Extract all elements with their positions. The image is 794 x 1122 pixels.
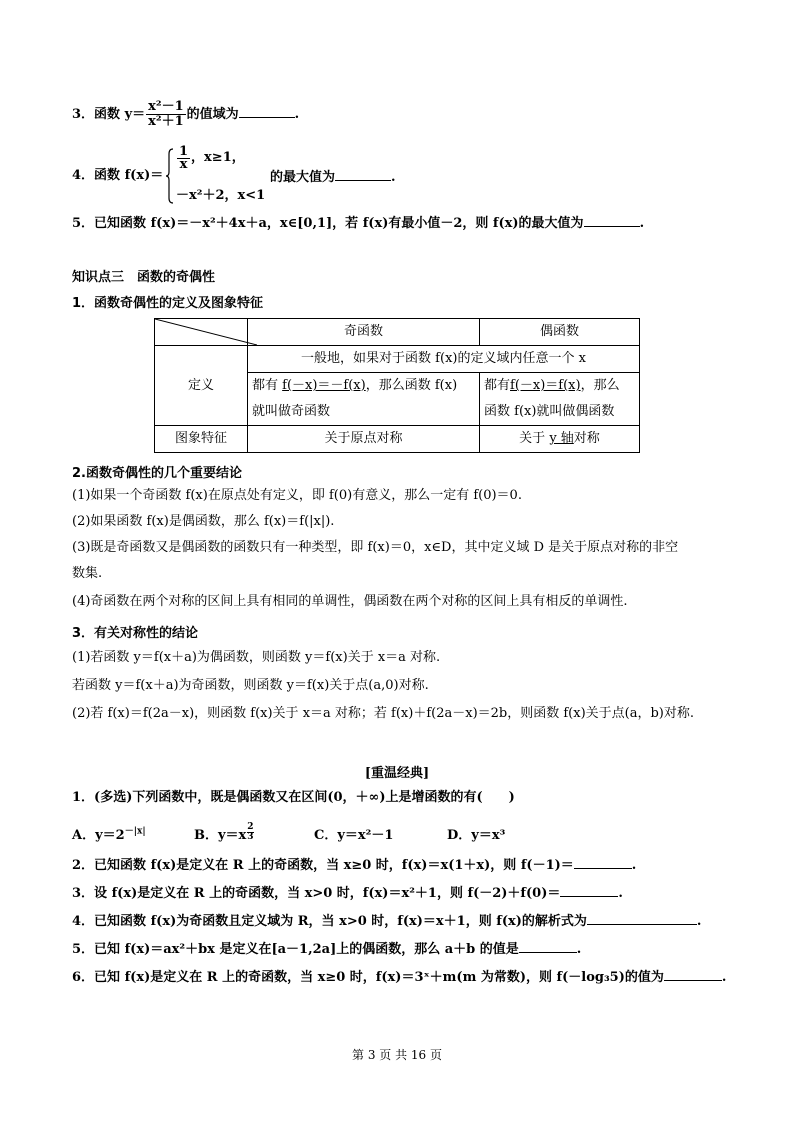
option-d[interactable]: D．y＝x³ [447,828,506,843]
conclusion-1: (1)如果一个奇函数 f(x)在原点处有定义，即 f(0)有意义，那么一定有 f(0)＝0. [72,488,522,503]
conclusion-4: (4)奇函数在两个对称的区间上具有相同的单调性，偶函数在两个对称的区间上具有相反的单调性. [72,594,628,609]
answer-blank[interactable] [560,884,618,897]
fraction-exponent: 2 3 [247,822,254,842]
odd-graph: 关于原点对称 [248,426,480,453]
row-label-graph: 图象特征 [155,426,248,453]
definition-common: 一般地，如果对于函数 f(x)的定义域内任意一个 x [248,346,640,373]
answer-blank[interactable] [335,168,391,181]
section-title: 知识点三 函数的奇偶性 [72,270,216,285]
answer-blank[interactable] [239,105,295,118]
conclusion-3b: 数集. [72,566,103,581]
header-odd: 奇函数 [248,319,480,346]
problem-3-suffix: 的值域为 [186,107,239,122]
review-q1-options [72,822,506,844]
table-corner-cell [155,319,248,346]
diagonal-line-icon [155,319,257,345]
page-footer: 第 3 页 共 16 页 [352,1048,442,1062]
subsection-heading-1: 1．函数奇偶性的定义及图象特征 [72,296,264,311]
review-q1: 1．(多选)下列函数中，既是偶函数又在区间(0，＋∞)上是增函数的有( ) [72,790,515,805]
fraction-numerator: x²－1 [148,99,184,114]
even-definition: 都有f(－x)＝f(x)，那么 函数 f(x)就叫做偶函数 [480,373,640,426]
odd-condition: f(－x)＝－f(x) [282,378,366,393]
odd-definition: 都有 f(－x)＝－f(x)，那么函数 f(x) 就叫做奇函数 [248,373,480,426]
fraction: $\frac{1}{x}$ [179,144,189,172]
piecewise-case-2: －x²＋2，x<1 [176,188,266,203]
option-a[interactable]: A．$y=2^{-|x|}$ [72,826,146,843]
problem-4-tail: 的最大值为 . [270,170,396,185]
subsection-heading-2: 2.函数奇偶性的几个重要结论 [72,466,242,481]
problem-5: 5．已知函数 f(x)＝－x²＋4x＋a，x∈[0,1]，若 f(x)有最小值－2，则 f(x)的最大值为 . [72,216,645,231]
header-even: 偶函数 [480,319,640,346]
problem-3-prefix: 3．函数 y＝ [72,107,146,122]
piecewise-case-1: $\frac{1}{x}$ ，x≥1， [179,144,245,172]
conclusion-3a: (3)既是奇函数又是偶函数的函数只有一种类型，即 f(x)＝0，x∈D，其中定义域 D 是关于原点对称的非空 [72,540,679,555]
symmetry-1b: 若函数 y＝f(x＋a)为奇函数，则函数 y＝f(x)关于点(a,0)对称. [72,678,429,693]
answer-blank[interactable] [519,940,577,953]
subsection-heading-3: 3．有关对称性的结论 [72,626,199,641]
fraction-denominator: x²＋1 [148,114,184,129]
answer-blank[interactable] [574,856,632,869]
even-condition: f(－x)＝f(x) [510,378,581,393]
answer-blank[interactable] [584,214,640,227]
review-q6: 6．已知 f(x)是定义在 R 上的奇函数，当 x≥0 时，f(x)＝3ˣ＋m(m 为常数)，则 f(－log₃5)的值为 . [72,970,727,985]
review-q5: 5．已知 f(x)＝ax²＋bx 是定义在[a－1,2a]上的偶函数，那么 a＋b 的值是 . [72,942,582,957]
row-label-definition: 定义 [155,346,248,426]
parity-table [154,318,640,453]
left-brace-icon [166,148,174,204]
review-q2: 2．已知函数 f(x)是定义在 R 上的奇函数，当 x≥0 时，f(x)＝x(1＋x)，则 f(－1)＝ . [72,858,637,873]
even-graph: 关于 y 轴对称 [480,426,640,453]
answer-blank[interactable] [587,912,697,925]
symmetry-2: (2)若 f(x)＝f(2a－x)，则函数 f(x)关于 x＝a 对称；若 f(x)＋f(2a－x)＝2b，则函数 f(x)关于点(a，b)对称. [72,706,694,721]
option-b[interactable]: B．y＝x 2 3 [194,822,254,843]
conclusion-2: (2)如果函数 f(x)是偶函数，那么 f(x)＝f(|x|). [72,514,335,529]
review-q3: 3．设 f(x)是定义在 R 上的奇函数，当 x>0 时，f(x)＝x²＋1，则 f(－2)＋f(0)＝ . [72,886,623,901]
option-c[interactable]: C．y＝x²－1 [314,828,394,843]
problem-4-prefix: 4．函数 f(x)＝ [72,168,164,183]
review-title: [重温经典] [364,766,430,781]
answer-blank[interactable] [664,968,722,981]
fraction [146,100,186,129]
symmetry-1: (1)若函数 y＝f(x＋a)为偶函数，则函数 y＝f(x)关于 x＝a 对称. [72,650,441,665]
problem-3: 3．函数 y＝ $\frac{\text{x²－1}}{\text{x²＋1}}$ 的值域为 . [72,99,300,129]
review-q4: 4．已知函数 f(x)为奇函数且定义域为 R，当 x>0 时，f(x)＝x＋1，则 f(x)的解析式为 . [72,914,702,929]
problem-4 [72,168,163,184]
